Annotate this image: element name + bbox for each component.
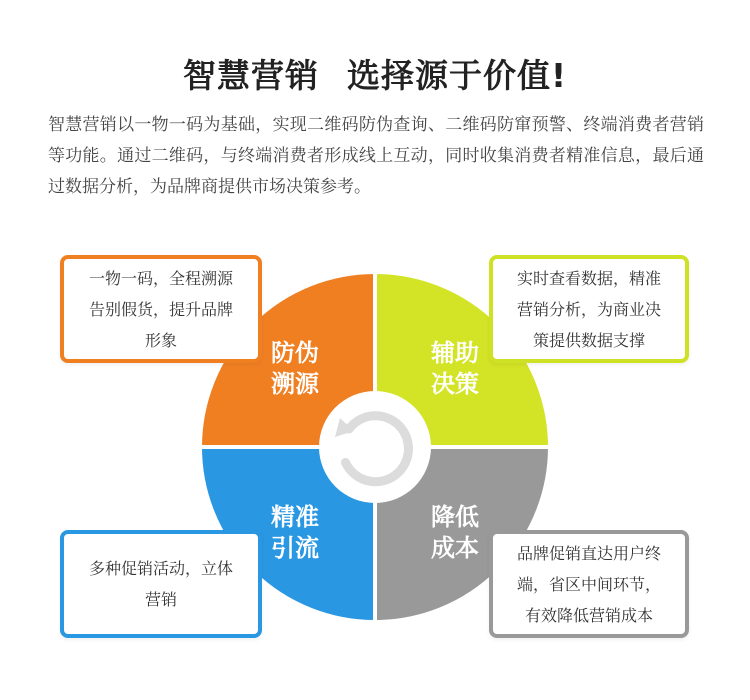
segment-label-tr-1: 辅助 bbox=[431, 339, 479, 367]
intro-paragraph: 智慧营销以一物一码为基础，实现二维码防伪查询、二维码防窜预警、终端消费者营销等功能。通过二维码，与终端消费者形成线上互动，同时收集消费者精准信息，最后通过数据分析，为品牌商提供市场决策参考。 bbox=[48, 115, 704, 197]
callout-anti-counterfeit bbox=[60, 255, 262, 363]
title-part1: 智慧营销 bbox=[182, 56, 319, 95]
callout-line: 告别假货，提升品牌 bbox=[88, 299, 233, 319]
callout-precise-traffic bbox=[60, 530, 262, 638]
callout-cost-reduction bbox=[489, 530, 689, 638]
callout-line: 实时查看数据，精准 bbox=[516, 268, 661, 288]
segment-label-tl-2: 溯源 bbox=[271, 370, 319, 398]
callout-line: 营销 bbox=[144, 590, 177, 609]
callout-line: 多种促销活动，立体 bbox=[88, 559, 233, 578]
callout-line: 端，省区中间环节， bbox=[516, 574, 661, 594]
callout-line: 品牌促销直达用户终 bbox=[516, 543, 661, 563]
callout-line: 一物一码，全程溯源 bbox=[88, 268, 233, 288]
segment-label-tl-1: 防伪 bbox=[271, 339, 319, 367]
segment-label-tr-2: 决策 bbox=[431, 370, 479, 398]
title-part2: 选择源于价值! bbox=[346, 56, 568, 95]
callout-line: 营销分析，为商业决 bbox=[516, 299, 661, 319]
segment-label-br-2: 成本 bbox=[431, 534, 479, 562]
callout-line: 有效降低营销成本 bbox=[524, 605, 653, 625]
segment-label-br-1: 降低 bbox=[431, 503, 479, 531]
segment-label-bl-1: 精准 bbox=[271, 503, 319, 531]
segment-label-bl-2: 引流 bbox=[271, 534, 319, 562]
callout-line: 形象 bbox=[144, 330, 177, 350]
callout-decision-support bbox=[489, 255, 689, 363]
callout-line: 策提供数据支撑 bbox=[532, 330, 645, 350]
